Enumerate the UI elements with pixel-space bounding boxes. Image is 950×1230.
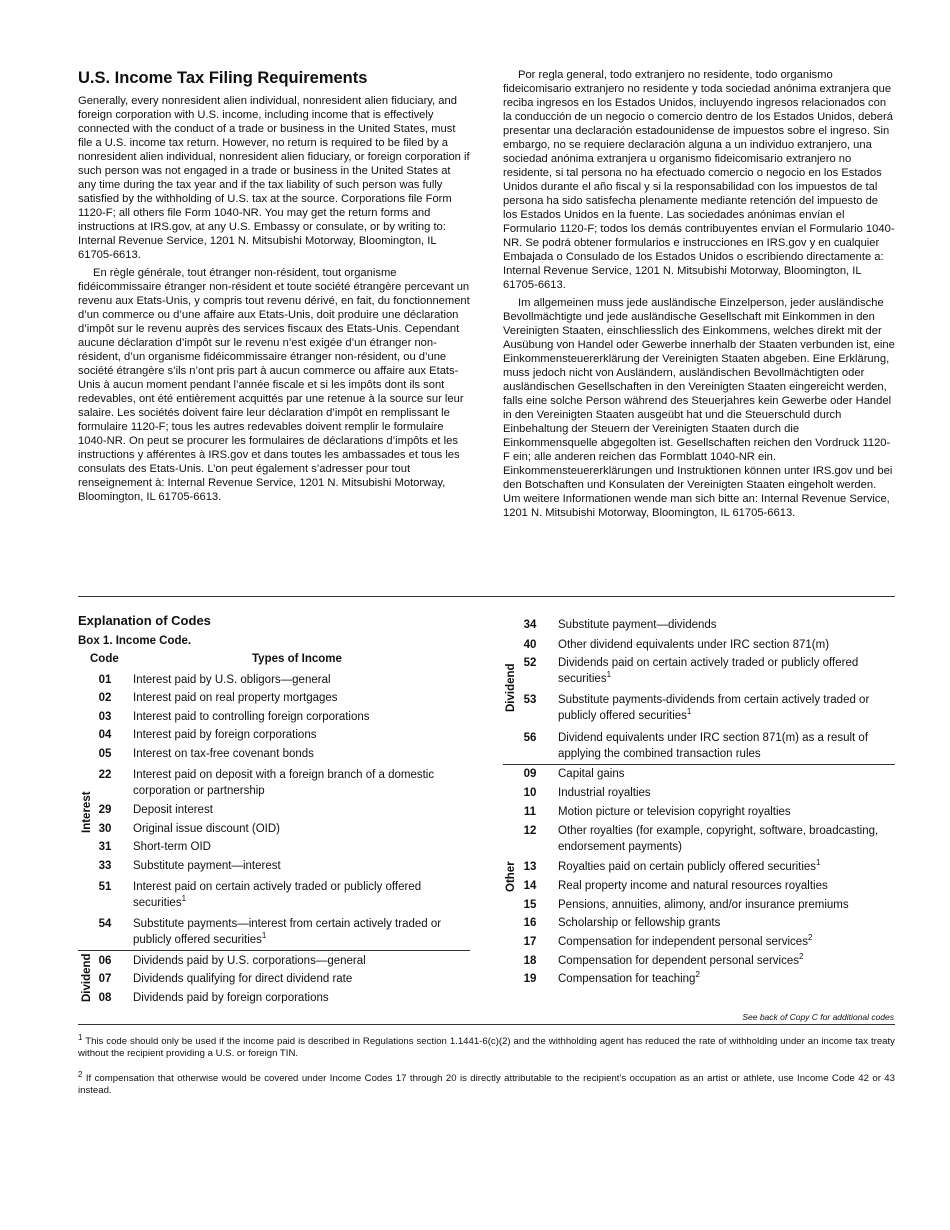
income-code: 56 xyxy=(523,732,537,744)
income-type-description: Interest paid to controlling foreign corporations xyxy=(133,711,370,723)
box-title: Box 1. Income Code. xyxy=(78,635,192,647)
left-text-column xyxy=(78,68,470,508)
income-type-description: Dividend equivalents under IRC section 871(m) as a result of applying the combined transaction rules xyxy=(558,732,869,760)
income-code: 16 xyxy=(523,917,537,929)
income-code: 40 xyxy=(523,639,537,651)
footnote-ref: 1 xyxy=(686,706,692,716)
footnote-mark: 1 xyxy=(78,1032,83,1042)
income-type-description: Substitute payment—dividends xyxy=(558,619,717,631)
income-type-description: Compensation for dependent personal services$^2$ xyxy=(558,952,804,967)
income-type-description: Interest paid by foreign corporations xyxy=(133,729,317,741)
income-code: 01 xyxy=(98,674,112,686)
income-type-description: Interest paid by U.S. obligors—general xyxy=(133,674,331,686)
income-code: 06 xyxy=(98,955,112,967)
income-type-description: Scholarship or fellowship grants xyxy=(558,917,721,929)
income-code: 33 xyxy=(98,860,112,872)
income-code: 29 xyxy=(98,804,112,816)
income-code: 09 xyxy=(523,768,537,780)
income-type-description: Interest paid on certain actively traded or publicly offered securities$^1$ xyxy=(133,881,422,909)
right-text-column xyxy=(503,68,895,524)
income-type-description: Substitute payments-dividends from certain actively traded or publicly offered securities$^1$ xyxy=(558,694,870,722)
income-code: 19 xyxy=(523,973,537,985)
income-code: 13 xyxy=(523,861,537,873)
codes-section-title: Explanation of Codes xyxy=(78,613,211,628)
paragraph-french: En règle générale, tout étranger non-résident, tout organisme fidéicommissaire étranger non-résident et toute société étrangère percevant un revenu aux Etats-Unis, y compris tout revenu dérivé, en fait, du fonctionnement d’un commerce ou d’une affaire aux Etats-Unis, doit produire une déclaration d’impôt sur le revenu auprès des services fiscaux des Etats-Unis. Cependant aucune déclaration d’impôt sur le revenu n’est exigée d’un étranger non-résident, d’un organisme fidéicommissaire étranger non-résident, ou d’une société étrangère s’ils n’ont pris part à aucun commerce ou affaire aux Etats-Unis à aucun moment pendant l’année fiscale et si les impôts dont ils sont redevables, ont été entièrement acquittés par une retenue à la source sur leur salaire. Les sociétés doivent faire leur déclaration d’impôt en remplissant le formulaire 1120-F; tous les autres redevables doivent remplir le formulaire 1040-NR. On peut se procurer les formulaires de déclarations d’impôts et les instructions y afférentes à IRS.gov et dans toutes les ambassades et tous les consulats des Etats-Unis. L’on peut également s’adresser pour tout renseignement à: Internal Revenue Service, 1201 N. Mitsubishi Motorway, Bloomington, IL 61705-6613. xyxy=(78,267,470,503)
types-column-header: Types of Income xyxy=(252,653,342,665)
footnote-ref: 1 xyxy=(606,669,612,679)
income-type-description: Short-term OID xyxy=(133,841,211,853)
income-code: 10 xyxy=(523,787,537,799)
income-code: 03 xyxy=(98,711,112,723)
paragraph-german: Im allgemeinen muss jede ausländische Einzelperson, jeder ausländische Bevollmächtigte und jede ausländische Gesellschaft mit Einkommen in den Vereinigten Staaten, einschliesslich des Einkommens, welches direkt mit der Ausübung von Handel oder Gewerbe innerhalb der Staaten verbunden ist, eine Einkommensteuererklärung der Vereinigten Staaten abgeben. Eine Erklärung, muss jedoch nicht von Ausländern, ausländischen Bevollmächtigten oder ausländischen Gesellschaften in den Vereinigten Staaten eingereicht werden, falls eine solche Person während des Steuerjahres kein Gewerbe oder Handel in den Vereinigten Staaten ausgeübt hat und die Steuerschuld durch Einbehaltung der Steuern der Vereinigten Staaten durch die Einkommensquelle abgegolten ist. Gesellschaften reichen den Vordruck 1120-F ein; alle anderen reichen das Formblatt 1040-NR ein. Einkommensteuererklärungen und Instruktionen können unter IRS.gov und bei den Botschaften und Konsulaten der Vereinigten Staaten eingeholt werden. Um weitere Informationen wende man sich bitte an: Internal Revenue Service, 1201 N. Mitsubishi Motorway, Bloomington, IL 61705-6613. xyxy=(503,297,895,519)
footnote-divider xyxy=(78,1024,895,1025)
section-divider xyxy=(78,596,895,597)
other-group-label: Other xyxy=(505,861,517,892)
income-code: 04 xyxy=(98,729,112,741)
footnote-1 xyxy=(78,1032,895,1060)
income-type-description: Other royalties (for example, copyright, software, broadcasting, endorsement payments) xyxy=(558,825,879,853)
income-code: 17 xyxy=(523,936,537,948)
income-code: 05 xyxy=(98,748,112,760)
income-type-description: Dividends paid by U.S. corporations—general xyxy=(133,955,366,967)
income-code: 07 xyxy=(98,973,112,985)
dividend-group-label-right: Dividend xyxy=(505,663,517,712)
income-code: 54 xyxy=(98,918,112,930)
income-type-description: Dividends paid on certain actively traded or publicly offered securities$^1$ xyxy=(558,657,859,685)
income-code: 14 xyxy=(523,880,537,892)
income-type-description: Dividends qualifying for direct dividend rate xyxy=(133,973,353,985)
income-code: 18 xyxy=(523,955,537,967)
code-column-header: Code xyxy=(90,653,119,665)
right-group-divider xyxy=(503,764,895,765)
income-type-description: Interest paid on real property mortgages xyxy=(133,692,338,704)
income-code: 15 xyxy=(523,899,537,911)
income-type-description: Industrial royalties xyxy=(558,787,651,799)
footnote-ref: 2 xyxy=(807,933,813,943)
income-type-description: Royalties paid on certain publicly offered securities$^1$ xyxy=(558,858,821,873)
income-code: 22 xyxy=(98,769,112,781)
income-code: 51 xyxy=(98,881,112,893)
income-type-description: Substitute payment—interest xyxy=(133,860,281,872)
income-type-description: Capital gains xyxy=(558,768,625,780)
income-code: 53 xyxy=(523,694,537,706)
left-group-divider xyxy=(78,950,470,951)
income-type-description: Compensation for teaching$^2$ xyxy=(558,970,700,985)
footnote-text: If compensation that otherwise would be covered under Income Codes 17 through 20 is directly attributable to the recipient’s occupation as an artist or athlete, use Income Code 42 or 43 instead. xyxy=(78,1073,895,1096)
income-code: 30 xyxy=(98,823,112,835)
income-type-description: Compensation for independent personal services$^2$ xyxy=(558,933,813,948)
income-code: 31 xyxy=(98,841,112,853)
footnote-mark: 2 xyxy=(78,1069,83,1079)
income-code: 52 xyxy=(523,657,537,669)
income-type-description: Other dividend equivalents under IRC section 871(m) xyxy=(558,639,830,651)
income-type-description: Real property income and natural resources royalties xyxy=(558,880,828,892)
footnote-ref: 2 xyxy=(695,970,700,980)
see-back-note: See back of Copy C for additional codes xyxy=(742,1012,894,1022)
income-code: 34 xyxy=(523,619,537,631)
footnote-ref: 1 xyxy=(816,858,821,868)
page-title: U.S. Income Tax Filing Requirements xyxy=(78,69,368,87)
dividend-group-label-left: Dividend xyxy=(81,953,93,1002)
income-code: 12 xyxy=(523,825,537,837)
income-type-description: Substitute payments—interest from certain actively traded or publicly offered securities$^1$ xyxy=(133,918,442,946)
income-code: 02 xyxy=(98,692,112,704)
paragraph-spanish: Por regla general, todo extranjero no residente, todo organismo fideicomisario extranjero no residente y toda sociedad anónima extranjera que reciba ingresos en los Estados Unidos, incluyendo ingresos relacionados con la conducción de un negocio o comercio dentro de los Estados Unidos, deberá presentar una declaración estadounidense de impuestos sobre el ingreso. Sin embargo, no se requiere declaración alguna a un individuo extranjero, una sociedad anónima extranjera u organismo fideicomisario extranjero no residente, si tal persona no ha efectuado comercio o negocio en los Estados Unidos durante el año fiscal y si la responsabilidad con los impuestos de tal persona ha sido satisfecha plenamente mediante retención del impuesto de los Estados Unidos en la fuente. Las sociedades anónimas envían el Formulario 1120-F; todos los demás contribuyentes envían el Formulario 1040-NR. Se podrá obtener formularios e instrucciones en IRS.gov y en cualquier Embajada o Consulado de los Estados Unidos o escribiendo directamente a: Internal Revenue Service, 1201 N. Mitsubishi Motorway, Bloomington, IL 61705-6613. xyxy=(503,69,895,291)
income-type-description: Original issue discount (OID) xyxy=(133,823,280,835)
footnote-ref: 2 xyxy=(799,952,804,962)
interest-group-label: Interest xyxy=(81,791,93,833)
footnote-2 xyxy=(78,1069,895,1097)
footnote-ref: 1 xyxy=(181,893,187,903)
income-type-description: Deposit interest xyxy=(133,804,213,816)
footnote-text: This code should only be used if the income paid is described in Regulations section 1.1441-6(c)(2) and the withholding agent has reduced the rate of withholding under an income tax treaty without the recipient providing a U.S. or foreign TIN. xyxy=(78,1036,895,1059)
paragraph-english: Generally, every nonresident alien individual, nonresident alien fiduciary, and foreign corporation with U.S. income, including income that is effectively connected with the conduct of a trade or business in the United States, must file a U.S. income tax return. However, no return is required to be filed by a nonresident alien individual, nonresident alien fiduciary, or foreign corporation if such person was not engaged in a trade or business in the United States at any time during the tax year and if the tax liability of such person was fully satisfied by the withholding of U.S. tax at the source. Corporations file Form 1120-F; all others file Form 1040-NR. You may get the return forms and instructions at IRS.gov, at any U.S. Embassy or consulate, or by writing to: Internal Revenue Service, 1201 N. Mitsubishi Motorway, Bloomington, IL 61705-6613. xyxy=(78,95,470,261)
income-type-description: Motion picture or television copyright royalties xyxy=(558,806,791,818)
income-type-description: Dividends paid by foreign corporations xyxy=(133,992,329,1004)
income-type-description: Interest paid on deposit with a foreign branch of a domestic corporation or partnership xyxy=(133,769,435,797)
income-type-description: Interest on tax-free covenant bonds xyxy=(133,748,314,760)
income-code: 08 xyxy=(98,992,112,1004)
footnote-ref: 1 xyxy=(261,930,267,940)
income-type-description: Pensions, annuities, alimony, and/or insurance premiums xyxy=(558,899,849,911)
income-code: 11 xyxy=(523,806,537,818)
